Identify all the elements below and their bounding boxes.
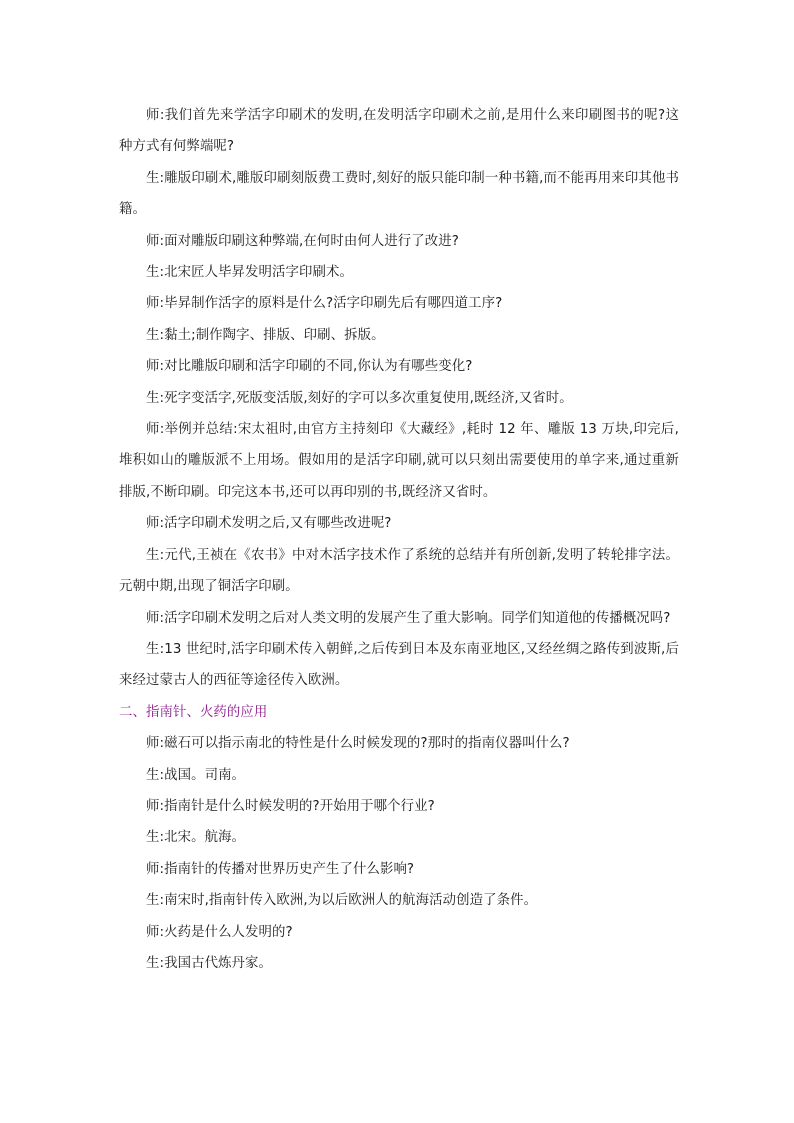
paragraph-student-answer: 生:黏土;制作陶字、排版、印刷、拆版。	[146, 327, 385, 343]
paragraph-teacher-question: 师:磁石可以指示南北的特性是什么时候发现的?那时的指南仪器叫什么?	[146, 736, 570, 752]
paragraph-teacher-summary: 师:举例并总结:宋太祖时,由官方主持刻印《大藏经》,耗时 12 年、雕版 13 万块,印完后,堆积如山的雕版派不上用场。假如用的是活字印刷,就可以只刻出需要使用的单字来,通过重新排版,不断印刷。印完这本书,还可以再印别的书,既经济又省时。	[119, 422, 679, 500]
paragraph-teacher-question: 师:对比雕版印刷和活字印刷的不同,你认为有哪些变化?	[146, 359, 473, 375]
paragraph-student-answer: 生:13 世纪时,活字印刷术传入朝鲜,之后传到日本及东南亚地区,又经丝绸之路传到波斯,后来经过蒙古人的西征等途径传入欧洲。	[119, 641, 679, 689]
paragraph-teacher-question: 师:活字印刷术发明之后对人类文明的发展产生了重大影响。同学们知道他的传播概况吗?	[146, 610, 671, 626]
section-heading: 二、指南针、火药的应用	[119, 704, 268, 720]
paragraph-teacher-question: 师:指南针的传播对世界历史产生了什么影响?	[146, 861, 415, 877]
document-body	[119, 100, 679, 979]
paragraph-student-answer: 生:死字变活字,死版变活版,刻好的字可以多次重复使用,既经济,又省时。	[146, 390, 573, 406]
paragraph-teacher-question: 师:毕昇制作活字的原料是什么?活字印刷先后有哪四道工序?	[146, 296, 503, 312]
paragraph-student-answer: 生:北宋。航海。	[146, 830, 246, 846]
paragraph-student-answer: 生:元代,王祯在《农书》中对木活字技术作了系统的总结并有所创新,发明了转轮排字法。元朝中期,出现了铜活字印刷。	[119, 547, 679, 595]
paragraph-teacher-question: 师:火药是什么人发明的?	[146, 924, 293, 940]
paragraph-teacher-question: 师:活字印刷术发明之后,又有哪些改进呢?	[146, 516, 392, 532]
paragraph-teacher-question: 师:面对雕版印刷这种弊端,在何时由何人进行了改进?	[146, 233, 459, 249]
paragraph-student-answer: 生:雕版印刷术,雕版印刷刻版费工费时,刻好的版只能印制一种书籍,而不能再用来印其他书籍。	[119, 170, 679, 218]
paragraph-teacher-question: 师:指南针是什么时候发明的?开始用于哪个行业?	[146, 798, 435, 814]
paragraph-student-answer: 生:北宋匠人毕昇发明活字印刷术。	[146, 265, 353, 281]
paragraph-student-answer: 生:战国。司南。	[146, 767, 246, 783]
paragraph-student-answer: 生:我国古代炼丹家。	[146, 955, 273, 971]
paragraph-teacher-question: 师:我们首先来学活字印刷术的发明,在发明活字印刷术之前,是用什么来印刷图书的呢?这种方式有何弊端呢?	[119, 108, 679, 155]
paragraph-student-answer: 生:南宋时,指南针传入欧洲,为以后欧洲人的航海活动创造了条件。	[146, 893, 538, 909]
